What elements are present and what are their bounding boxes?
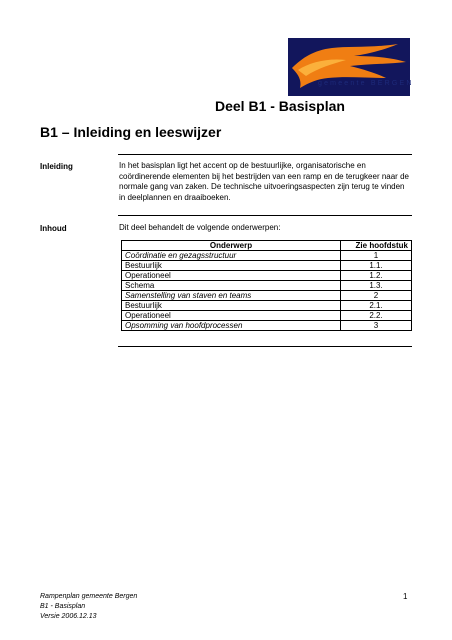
topic-cell: Operationeel xyxy=(122,271,341,281)
topic-cell: Bestuurlijk xyxy=(122,261,341,271)
topic-cell: Samenstelling van staven en teams xyxy=(122,291,341,301)
chapter-cell: 1.1. xyxy=(341,261,412,271)
divider xyxy=(118,346,412,347)
topic-cell: Operationeel xyxy=(122,311,341,321)
table-body xyxy=(122,251,412,331)
section-title: B1 – Inleiding en leeswijzer xyxy=(40,124,222,140)
contents-table xyxy=(121,240,412,331)
table-row xyxy=(122,261,412,271)
table-row xyxy=(122,311,412,321)
divider xyxy=(118,215,412,216)
chapter-cell: 1.3. xyxy=(341,281,412,291)
logo xyxy=(288,38,410,96)
inleiding-label: Inleiding xyxy=(40,162,73,171)
table-row xyxy=(122,251,412,261)
chapter-cell: 1.2. xyxy=(341,271,412,281)
topic-cell: Bestuurlijk xyxy=(122,301,341,311)
page-number: 1 xyxy=(403,592,408,601)
chapter-cell: 1 xyxy=(341,251,412,261)
chapter-cell: 3 xyxy=(341,321,412,331)
table-row xyxy=(122,301,412,311)
topic-cell: Opsomming van hoofdprocessen xyxy=(122,321,341,331)
inhoud-intro: Dit deel behandelt de volgende onderwerpen: xyxy=(119,223,281,232)
chapter-cell: 2.2. xyxy=(341,311,412,321)
divider xyxy=(118,154,412,155)
inleiding-text: In het basisplan ligt het accent op de bestuurlijke, organisatorische en coördinerende elementen bij het bestrijden van een ramp en de terugkeer naar de normale gang van zaken. De technische uitvoeringsaspecten zijn terug te vinden in deelplannen en draaiboeken. xyxy=(119,161,409,202)
topic-cell: Schema xyxy=(122,281,341,291)
table-row xyxy=(122,321,412,331)
table-row xyxy=(122,291,412,301)
footer xyxy=(40,592,137,622)
table-header-row xyxy=(122,241,412,251)
chapter-cell: 2 xyxy=(341,291,412,301)
header-onderwerp: Onderwerp xyxy=(122,241,341,251)
inhoud-label: Inhoud xyxy=(40,224,67,233)
topic-cell: Coördinatie en gezagsstructuur xyxy=(122,251,341,261)
flame-logo-icon xyxy=(288,38,410,96)
table-row xyxy=(122,271,412,281)
footer-line: Rampenplan gemeente Bergen xyxy=(40,593,138,600)
chapter-cell: 2.1. xyxy=(341,301,412,311)
logo-caption: gemeente BERGEN xyxy=(318,80,414,87)
document-title: Deel B1 - Basisplan xyxy=(215,98,345,114)
footer-line: B1 - Basisplan xyxy=(40,603,86,610)
footer-line: Versie 2006.12.13 xyxy=(40,613,97,620)
table-row xyxy=(122,281,412,291)
header-hoofdstuk: Zie hoofdstuk xyxy=(341,241,412,251)
